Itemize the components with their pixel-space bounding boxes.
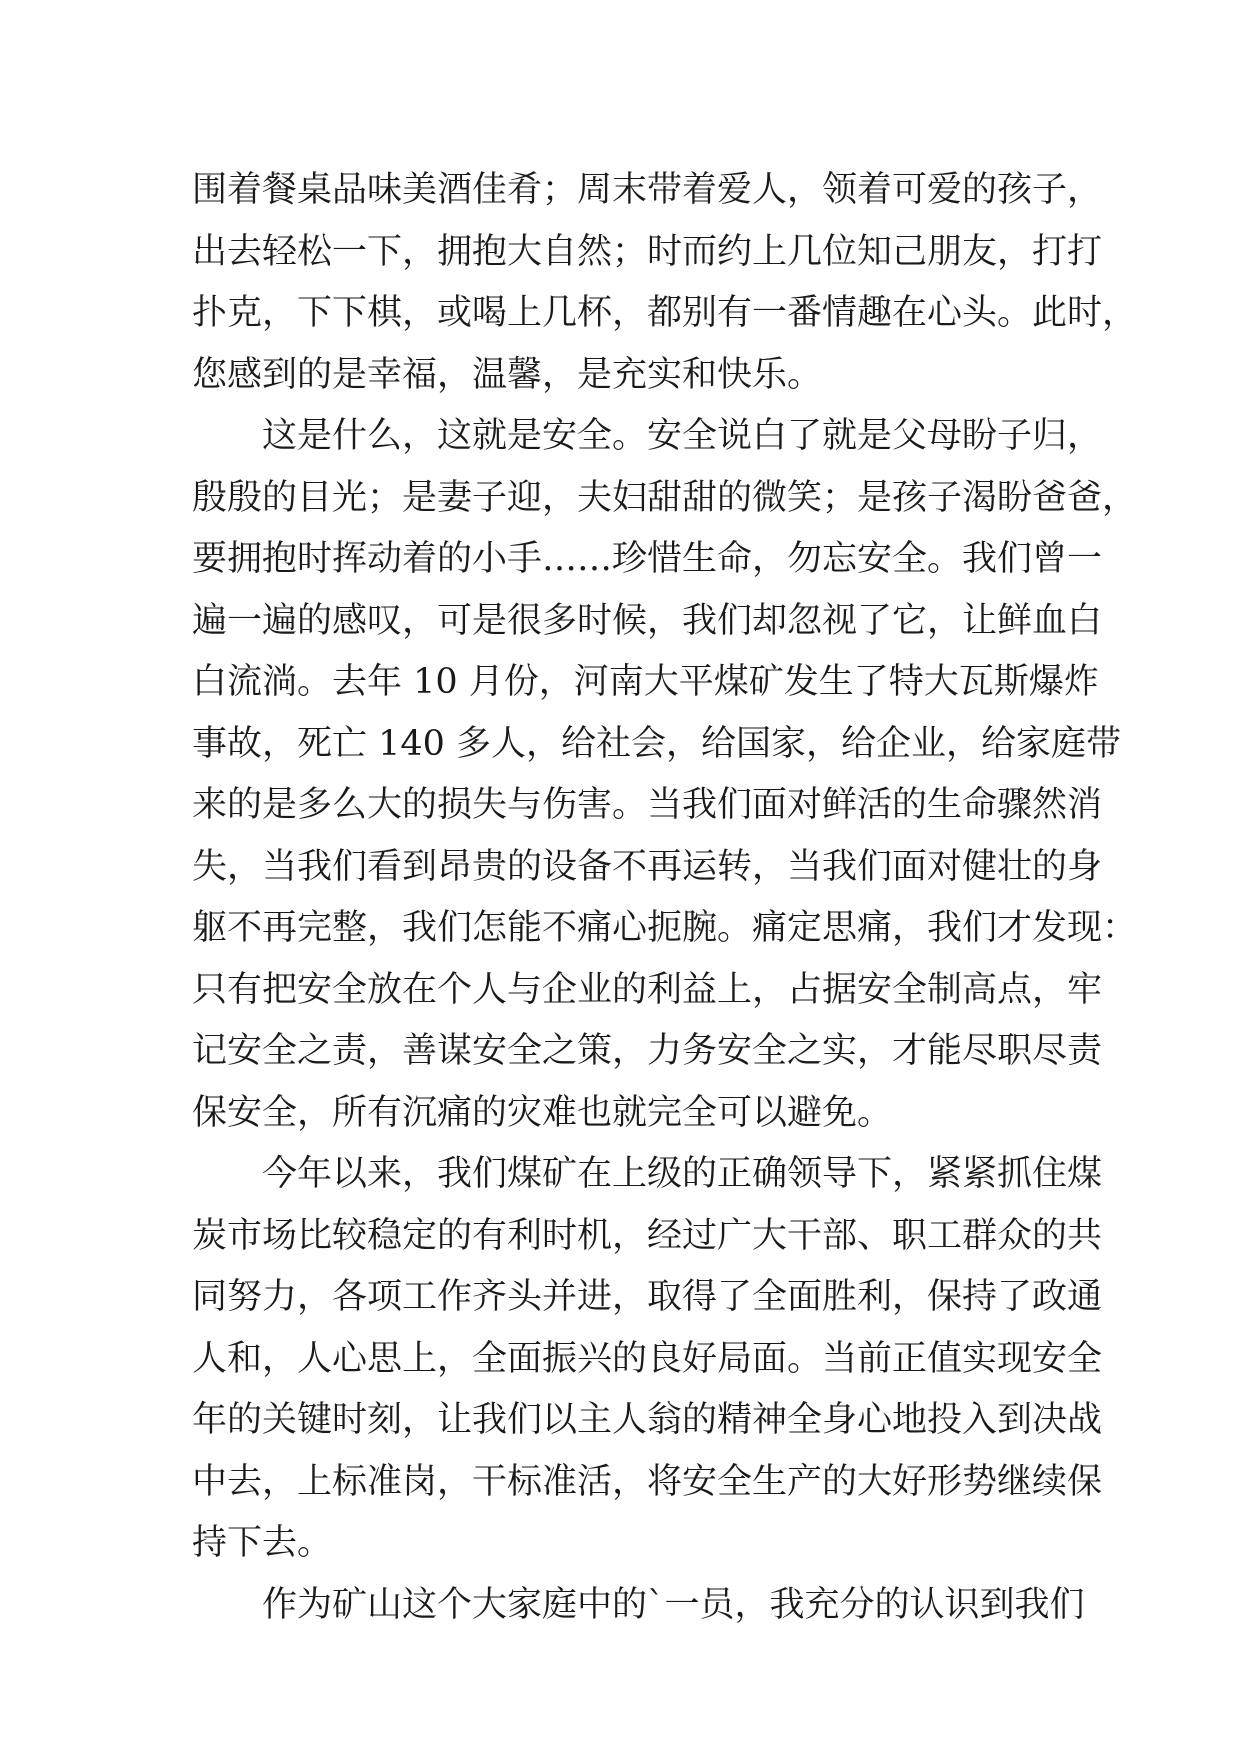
text-line: 事故，死亡 140 多人，给社会，给国家，给企业，给家庭带	[192, 723, 1122, 764]
text-line: 扑克，下下棋，或喝上几杯，都别有一番情趣在心头。此时，	[192, 293, 1138, 333]
text-line: 今年以来，我们煤矿在上级的正确领导下，紧紧抓住煤	[262, 1154, 1103, 1194]
paragraph	[192, 160, 1138, 406]
text-line: 殷殷的目光；是妻子迎，夫妇甜甜的微笑；是孩子渴盼爸爸，	[192, 477, 1138, 518]
text-line: 人和，人心思上，全面振兴的良好局面。当前正值实现安全	[192, 1338, 1103, 1379]
text-line: 同努力，各项工作齐头并进，取得了全面胜利，保持了政通	[192, 1277, 1103, 1317]
text-line: 炭市场比较稳定的有利时机，经过广大干部、职工群众的共	[192, 1215, 1103, 1256]
text-line: 记安全之责，善谋安全之策，力务安全之实，才能尽职尽责	[192, 1031, 1103, 1071]
text-line: 持下去。	[192, 1523, 333, 1563]
text-line: 失，当我们看到昂贵的设备不再运转，当我们面对健壮的身	[192, 846, 1103, 887]
paragraph	[192, 1575, 1085, 1637]
text-line: 只有把安全放在个人与企业的利益上，占据安全制高点，牢	[192, 969, 1103, 1010]
paragraph	[192, 1144, 1103, 1575]
text-line: 遍一遍的感叹，可是很多时候，我们却忽视了它，让鲜血白	[192, 600, 1103, 641]
paragraph	[192, 406, 1138, 1144]
text-line: 中去，上标准岗，干标准活，将安全生产的大好形势继续保	[192, 1461, 1103, 1502]
text-line: 这是什么，这就是安全。安全说白了就是父母盼子归，	[262, 416, 1103, 456]
text-line: 要拥抱时挥动着的小手……珍惜生命，勿忘安全。我们曾一	[192, 539, 1103, 579]
text-line: 出去轻松一下，拥抱大自然；时而约上几位知己朋友，打打	[192, 231, 1103, 272]
text-line: 作为矿山这个大家庭中的`一员，我充分的认识到我们	[262, 1584, 1085, 1625]
document-body	[192, 160, 1138, 1636]
text-line: 来的是多么大的损失与伤害。当我们面对鲜活的生命骤然消	[192, 785, 1103, 825]
text-line: 年的关键时刻，让我们以主人翁的精神全身心地投入到决战	[192, 1400, 1103, 1440]
text-line: 保安全，所有沉痛的灾难也就完全可以避免。	[192, 1092, 893, 1133]
text-line: 围着餐桌品味美酒佳肴；周末带着爱人，领着可爱的孩子，	[192, 170, 1103, 210]
text-line: 您感到的是幸福，温馨，是充实和快乐。	[192, 354, 823, 395]
text-line: 躯不再完整，我们怎能不痛心扼腕。痛定思痛，我们才发现：	[192, 908, 1138, 948]
text-line: 白流淌。去年 10 月份，河南大平煤矿发生了特大瓦斯爆炸	[192, 662, 1099, 702]
